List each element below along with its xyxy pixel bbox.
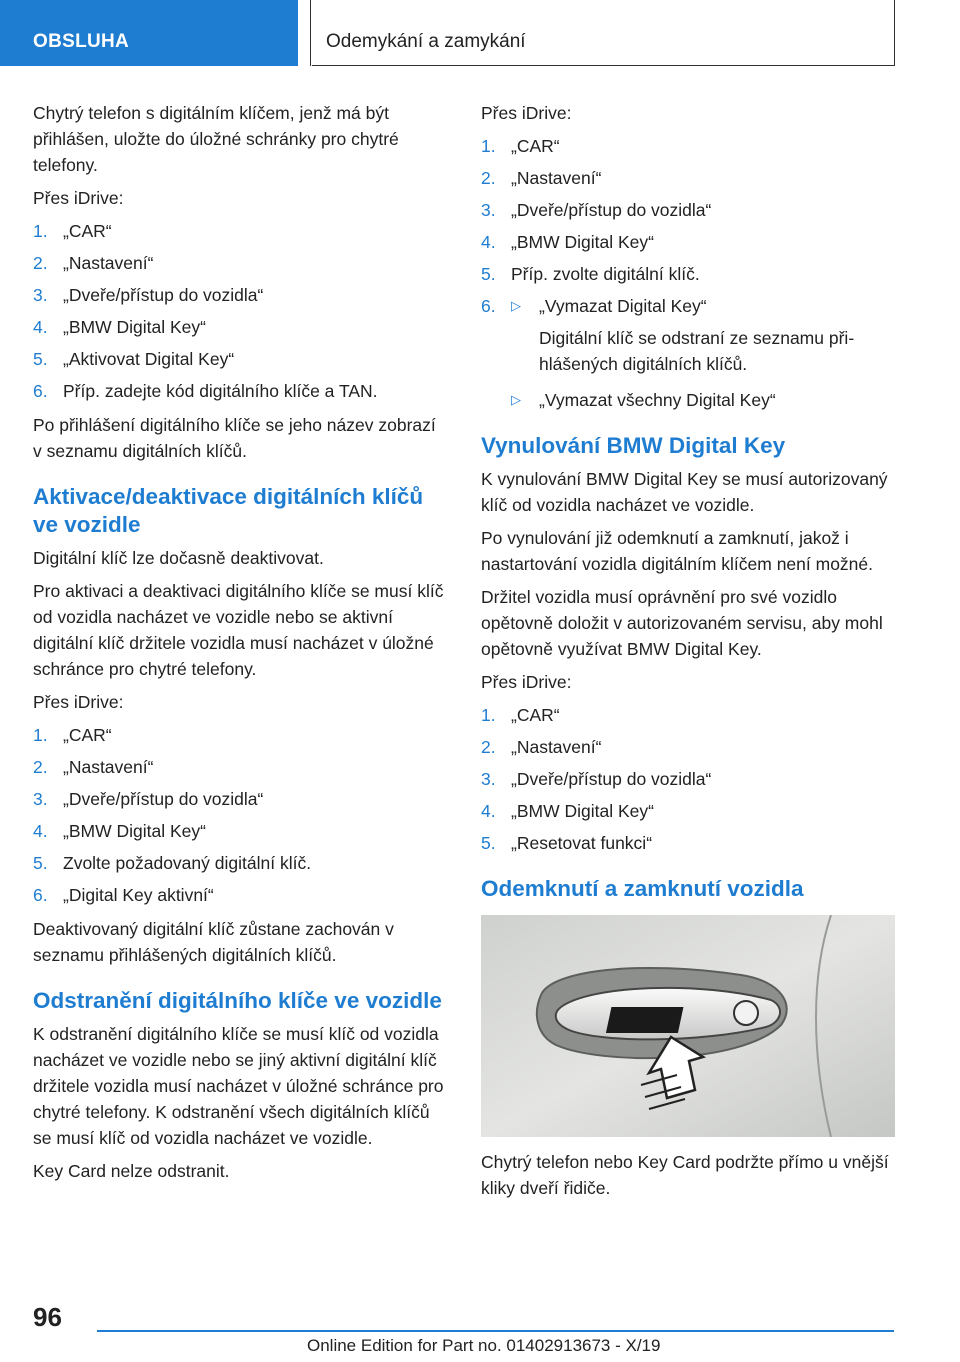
step-number: 2.: [481, 168, 496, 188]
paragraph: Přes iDrive:: [481, 103, 572, 123]
door-handle-illustration: [481, 915, 895, 1137]
step-number: 3.: [33, 285, 48, 305]
list-item: [481, 702, 896, 728]
steps-list: [33, 218, 448, 404]
step-text: „Nastavení“: [63, 757, 154, 777]
section-heading: Aktivace/deaktivace digitálních klíčů ve vozidle: [33, 484, 424, 537]
paragraph: Chytrý telefon s digitálním klíčem, jenž má být přihlášen, uložte do úložné schránky pro chytré telefony.: [33, 103, 399, 175]
step-number: 4.: [33, 821, 48, 841]
step-number: 6.: [481, 296, 496, 316]
list-item: [481, 229, 896, 255]
page-header: [0, 0, 960, 66]
steps-list: [33, 722, 448, 908]
step-text: „Dveře/přístup do vozidla“: [511, 200, 712, 220]
step-number: 6.: [33, 381, 48, 401]
step-text: „Dveře/přístup do vozidla“: [63, 789, 264, 809]
list-item: [481, 734, 896, 760]
right-column: [481, 100, 896, 1208]
step-number: 1.: [481, 705, 496, 725]
step-text: „CAR“: [511, 705, 560, 725]
step-text: „BMW Digital Key“: [511, 801, 654, 821]
list-item: [33, 786, 448, 812]
step-text: „BMW Digital Key“: [63, 317, 206, 337]
step-text: „Aktivovat Digital Key“: [63, 349, 235, 369]
page-number: 96: [33, 1302, 62, 1332]
paragraph: Deaktivovaný digitální klíč zůstane zachován v seznamu přihlášených digitálních klíčů.: [33, 919, 394, 965]
steps-list-step6: [481, 293, 896, 413]
list-item: [481, 293, 896, 413]
paragraph: Přes iDrive:: [33, 692, 124, 712]
list-item: [33, 378, 448, 404]
list-item: [481, 133, 896, 159]
step-number: 1.: [33, 221, 48, 241]
list-item: [481, 798, 896, 824]
footer-edition: Online Edition for Part no. 01402913673 - X/19: [307, 1336, 661, 1355]
step-text: „CAR“: [511, 136, 560, 156]
paragraph: Chytrý telefon nebo Key Card podržte přímo u vnější kliky dveří řidiče.: [481, 1152, 889, 1198]
list-item: [33, 282, 448, 308]
paragraph: Key Card nelze odstranit.: [33, 1161, 230, 1181]
paragraph: K odstranění digitálního klíče se musí klíč od vozidla nacházet ve vozidle nebo se jiný aktivní digitální klíč držitele vozidla musí nacházet v úložné schránce pro chytré telefony. K odstranění všech digitálních klíčů se musí klíč od vozidla nacházet ve vozidle.: [33, 1024, 444, 1148]
list-item: [33, 250, 448, 276]
chapter-title: Odemykání a zamykání: [312, 0, 895, 66]
step-text: „Nastavení“: [511, 737, 602, 757]
door-handle-drawing: [481, 915, 895, 1137]
step-number: 3.: [33, 789, 48, 809]
step-number: 5.: [481, 833, 496, 853]
list-item: [33, 314, 448, 340]
list-item: [481, 766, 896, 792]
step-text: „Digital Key aktivní“: [63, 885, 214, 905]
section-label: OBSLUHA: [0, 0, 298, 66]
triangle-bullet-icon: ▷: [511, 392, 521, 407]
footer-rule: [97, 1330, 894, 1332]
step-text: „Dveře/přístup do vozidla“: [63, 285, 264, 305]
step-number: 6.: [33, 885, 48, 905]
sub-item: [511, 293, 896, 319]
step-number: 3.: [481, 200, 496, 220]
steps-list: [481, 133, 896, 287]
list-item: [33, 882, 448, 908]
steps-list: [481, 702, 896, 856]
sub-item-description: Digitální klíč se odstraní ze seznamu přihlášených digitálních klíčů.: [539, 328, 855, 374]
list-item: [481, 165, 896, 191]
step-text: Příp. zvolte digitální klíč.: [511, 264, 700, 284]
step-text: „Nastavení“: [63, 253, 154, 273]
step-number: 5.: [33, 853, 48, 873]
step-number: 2.: [481, 737, 496, 757]
list-item: [481, 261, 896, 287]
section-heading: Odstranění digitálního klíče ve vozidle: [33, 988, 442, 1013]
list-item: [33, 754, 448, 780]
step-text: „Dveře/přístup do vozidla“: [511, 769, 712, 789]
section-heading: Vynulování BMW Digital Key: [481, 433, 786, 458]
step-number: 1.: [481, 136, 496, 156]
sub-item: [511, 387, 896, 413]
sub-item-text: „Vymazat všechny Digital Key“: [539, 390, 776, 410]
list-item: [481, 830, 896, 856]
step-number: 3.: [481, 769, 496, 789]
step-text: Příp. zadejte kód digitálního klíče a TAN.: [63, 381, 378, 401]
paragraph: Po vynulování již odemknutí a zamknutí, jakož i nastartování vozidla digitálním klíčem není možné.: [481, 528, 873, 574]
list-item: [481, 197, 896, 223]
list-item: [33, 346, 448, 372]
paragraph: Pro aktivaci a deaktivaci digitálního klíče se musí klíč od vozidla nacházet ve vozidle nebo se aktivní digitální klíč držitele vozidla musí nacházet v úložné schránce pro chytré telefony.: [33, 581, 444, 679]
list-item: [33, 218, 448, 244]
section-heading: Odemknutí a zamknutí vozidla: [481, 876, 804, 901]
sub-item-text: „Vymazat Digital Key“: [539, 296, 707, 316]
step-text: „Nastavení“: [511, 168, 602, 188]
step-text: „BMW Digital Key“: [511, 232, 654, 252]
step-number: 2.: [33, 253, 48, 273]
paragraph: Držitel vozidla musí oprávnění pro své vozidlo opětovně doložit v autorizovaném servisu, aby mohl opětovně využívat BMW Digital Key.: [481, 587, 883, 659]
step-text: „Resetovat funkci“: [511, 833, 653, 853]
paragraph: Přes iDrive:: [481, 672, 572, 692]
step-text: „CAR“: [63, 221, 112, 241]
paragraph: Po přihlášení digitálního klíče se jeho název zobrazí v seznamu digitálních klíčů.: [33, 415, 436, 461]
step-text: „BMW Digital Key“: [63, 821, 206, 841]
triangle-bullet-icon: ▷: [511, 298, 521, 313]
list-item: [33, 818, 448, 844]
paragraph: Digitální klíč lze dočasně deaktivovat.: [33, 548, 324, 568]
list-item: [33, 722, 448, 748]
step-number: 4.: [481, 801, 496, 821]
step-number: 4.: [481, 232, 496, 252]
step-text: „CAR“: [63, 725, 112, 745]
list-item: [33, 850, 448, 876]
left-column: [33, 100, 448, 1191]
step-number: 1.: [33, 725, 48, 745]
paragraph: Přes iDrive:: [33, 188, 124, 208]
step-number: 5.: [481, 264, 496, 284]
step-number: 4.: [33, 317, 48, 337]
step-text: Zvolte požadovaný digitální klíč.: [63, 853, 312, 873]
paragraph: K vynulování BMW Digital Key se musí autorizovaný klíč od vozidla nacházet ve vozidle.: [481, 469, 888, 515]
step-number: 2.: [33, 757, 48, 777]
step-number: 5.: [33, 349, 48, 369]
